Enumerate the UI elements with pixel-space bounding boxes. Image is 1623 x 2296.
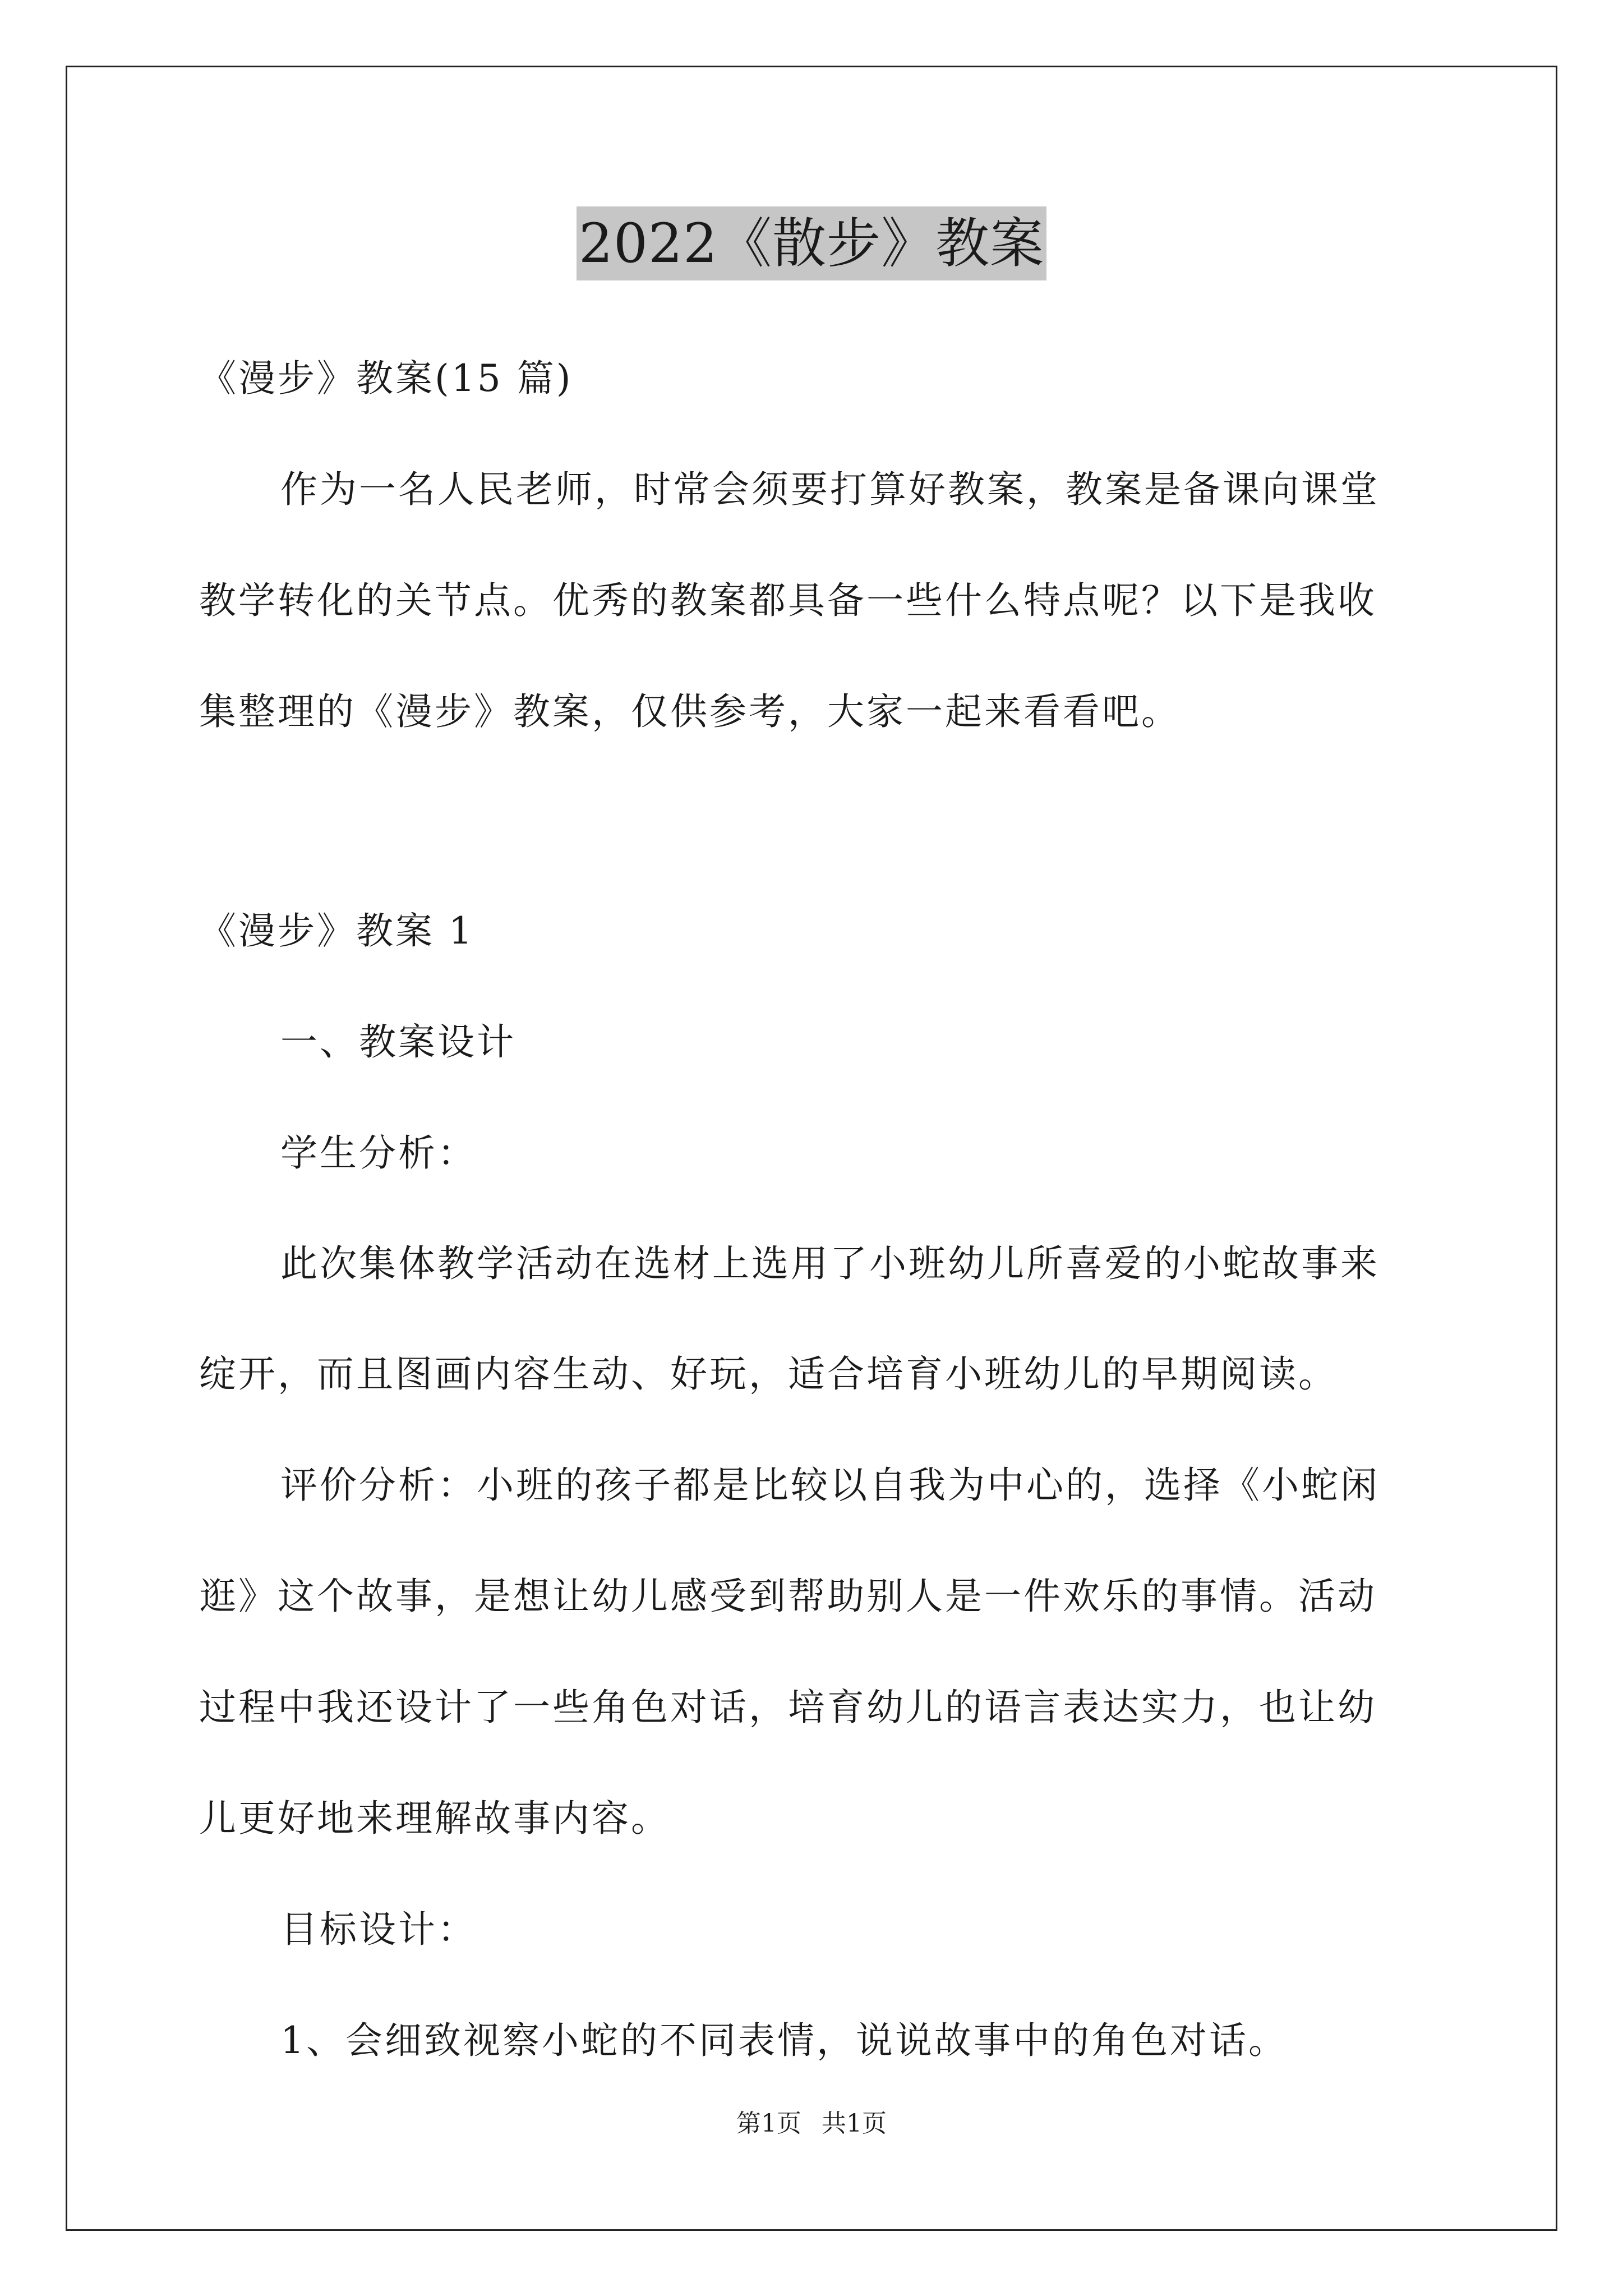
evaluation-line-1: 评价分析：小班的孩子都是比较以自我为中心的，选择《小蛇闲 <box>280 1464 1380 1507</box>
document-title: 2022《散步》教案 <box>577 206 1046 280</box>
evaluation-line-4: 儿更好地来理解故事内容。 <box>199 1797 670 1840</box>
student-analysis-line-2: 绽开，而且图画内容生动、好玩，适合培育小班幼儿的早期阅读。 <box>199 1352 1338 1396</box>
intro-line-3: 集整理的《漫步》教案，仅供参考，大家一起来看看吧。 <box>199 690 1181 733</box>
page-number-total: 共1页 <box>822 2109 887 2138</box>
goal-label: 目标设计： <box>280 1908 477 1951</box>
evaluation-line-3: 过程中我还设计了一些角色对话，培育幼儿的语言表达实力，也让幼 <box>199 1686 1377 1729</box>
title-container <box>0 206 1623 280</box>
page-number-current: 第1页 <box>736 2109 801 2138</box>
page-footer <box>0 2108 1623 2139</box>
student-analysis-line-1: 此次集体教学活动在选材上选用了小班幼儿所喜爱的小蛇故事来 <box>280 1242 1380 1285</box>
part-heading: 一、教案设计 <box>280 1020 516 1064</box>
subtitle: 《漫步》教案(15 篇) <box>199 357 573 400</box>
section-heading: 《漫步》教案 1 <box>199 909 474 953</box>
evaluation-line-2: 逛》这个故事，是想让幼儿感受到帮助别人是一件欢乐的事情。活动 <box>199 1575 1377 1618</box>
student-analysis-label: 学生分析： <box>280 1131 477 1175</box>
intro-line-1: 作为一名人民老师，时常会须要打算好教案，教案是备课向课堂 <box>280 468 1380 511</box>
intro-line-2: 教学转化的关节点。优秀的教案都具备一些什么特点呢？以下是我收 <box>199 579 1377 622</box>
goal-item-1: 1、会细致视察小蛇的不同表情，说说故事中的角色对话。 <box>280 2019 1288 2062</box>
